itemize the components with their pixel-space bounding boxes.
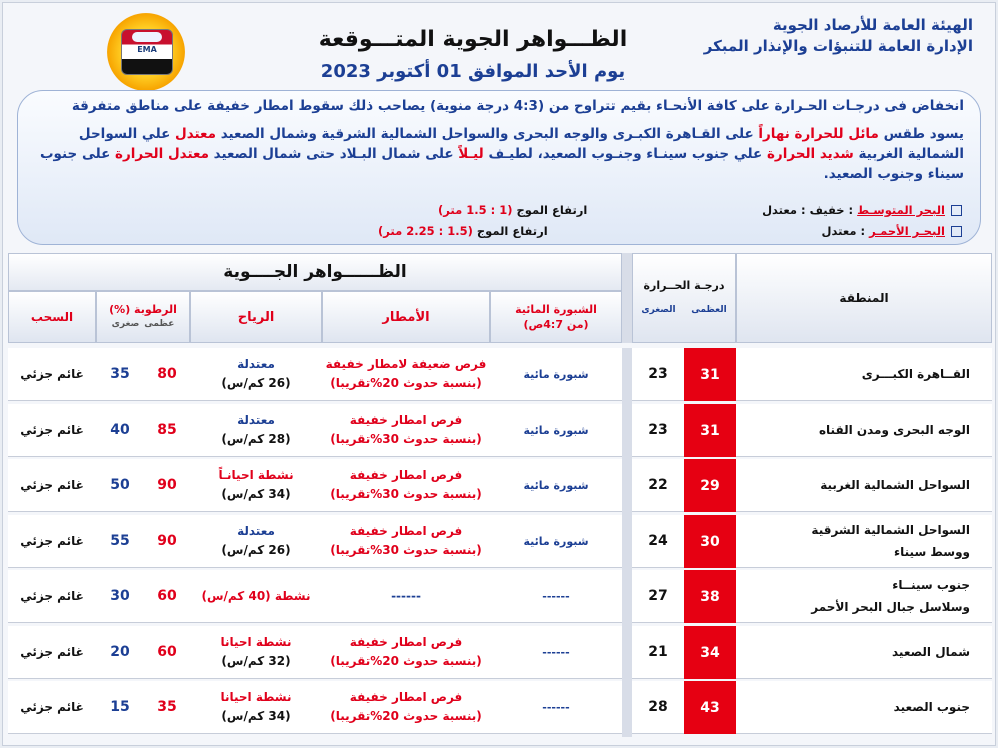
humidity-max-cell: 60 [144, 626, 190, 679]
humidity-max-cell: 80 [144, 348, 190, 401]
clouds-header: السحب [8, 291, 96, 343]
temp-min-cell: 28 [632, 681, 684, 734]
temp-max-cell: 29 [684, 459, 736, 512]
temp-min-cell: 23 [632, 348, 684, 401]
temp-max-cell: 34 [684, 626, 736, 679]
logo-text: EMA [137, 45, 157, 54]
sea-red-sea [822, 224, 962, 238]
column-divider [622, 459, 632, 515]
fog-cell: شبورة مائية [490, 404, 622, 457]
sea-state: : خفيف : معتدل [762, 203, 854, 217]
rain-cell: فرص امطار خفيفة (بنسبة حدوث 30%تقريبا) [322, 404, 490, 457]
temp-min-cell: 22 [632, 459, 684, 512]
forecast-date: يوم الأحد الموافق 01 أكتوبر 2023 [320, 61, 626, 82]
rain-cell: فرص امطار خفيفة (بنسبة حدوث 30%تقريبا) [322, 515, 490, 568]
wave-value: (1 : 1.5 متر) [438, 203, 513, 217]
ema-logo [107, 13, 185, 91]
clouds-cell: غائم جزئي [8, 348, 96, 401]
region-cell: جنوب سينــاء وسلاسل جبال البحر الأحمر [736, 570, 992, 623]
rain-cell: ------ [322, 570, 490, 623]
humidity-min-cell: 30 [96, 570, 144, 623]
fog-cell: ------ [490, 570, 622, 623]
region-cell: السواحل الشمالية الغربية [736, 459, 992, 512]
wind-cell: معتدلة (28 كم/س) [190, 404, 322, 457]
column-divider [622, 515, 632, 571]
para-text: على القـاهرة الكبـرى والوجه البحرى والسواحل الشمالية الشرقية وشمال الصعيد [216, 126, 759, 142]
sea-name: البحر المتوسـط [857, 203, 945, 217]
humidity-min-cell: 50 [96, 459, 144, 512]
summary-box [17, 90, 981, 245]
clouds-cell: غائم جزئي [8, 570, 96, 623]
temp-max-cell: 43 [684, 681, 736, 734]
wind-cell: معتدلة (26 كم/س) [190, 515, 322, 568]
region-cell: القــاهرة الكبـــرى [736, 348, 992, 401]
humidity-max-cell: 90 [144, 459, 190, 512]
phenomena-header: الظــــــواهر الجــــوية [8, 253, 622, 291]
fog-cell: شبورة مائية [490, 348, 622, 401]
humidity-max-cell: 90 [144, 515, 190, 568]
wind-header: الرياح [190, 291, 322, 343]
fog-cell: ------ [490, 681, 622, 734]
organization-name [704, 15, 973, 57]
clouds-cell: غائم جزئي [8, 626, 96, 679]
checkbox-icon [951, 226, 962, 237]
humidity-min-cell: 35 [96, 348, 144, 401]
sea-mediterranean [762, 203, 962, 217]
region-cell: الوجه البحرى ومدن القناه [736, 404, 992, 457]
para-highlight: معتدل [175, 126, 217, 142]
para-highlight: مائل للحرارة نهاراً [758, 126, 879, 142]
wave-label: ارتفاع الموج [516, 203, 588, 217]
para-highlight: معتدل الحرارة [115, 146, 209, 162]
para-highlight: شديد الحرارة [766, 146, 854, 162]
summary-paragraph [34, 124, 964, 184]
wind-cell: نشطة احيانا (34 كم/س) [190, 681, 322, 734]
fog-header: الشبورة المائية (من 4:7ص) [490, 291, 622, 343]
region-cell: السواحل الشمالية الشرقية ووسط سيناء [736, 515, 992, 568]
org-line-1: الهيئة العامة للأرصاد الجوية [772, 16, 973, 34]
temp-min-cell: 23 [632, 404, 684, 457]
temp-max-cell: 31 [684, 348, 736, 401]
rain-cell: فرص امطار خفيفة (بنسبة حدوث 30%تقريبا) [322, 459, 490, 512]
region-cell: جنوب الصعيد [736, 681, 992, 734]
page-title: الظـــواهر الجوية المتـــوقعة [318, 27, 628, 52]
temp-max-cell: 31 [684, 404, 736, 457]
sea-state: : معتدل [821, 224, 866, 238]
rain-header: الأمطار [322, 291, 490, 343]
humidity-min-cell: 15 [96, 681, 144, 734]
column-divider [622, 570, 632, 626]
fog-cell: ------ [490, 626, 622, 679]
para-text: يسود طقس [878, 126, 964, 142]
temp-max-cell: 30 [684, 515, 736, 568]
summary-headline: انخفاض فى درجـات الحـرارة على كافة الأنحـاء بقيم تتراوح من (4:3 درجة منوية) يصاحب ذلك سقوط امطار خفيفة على مناطق متفرقة [71, 98, 964, 114]
column-divider [622, 253, 632, 343]
para-text: علي جنوب سينـاء وجنـوب الصعيد، لطيـف [483, 146, 767, 162]
region-cell: شمال الصعيد [736, 626, 992, 679]
wave-height-red-sea [378, 224, 548, 238]
clouds-cell: غائم جزئي [8, 459, 96, 512]
checkbox-icon [951, 205, 962, 216]
temp-min-cell: 24 [632, 515, 684, 568]
region-header: المنطقة [736, 253, 992, 343]
para-text: على شمال البـلاد حتى شمال الصعيد [208, 146, 459, 162]
wind-cell: معتدلة (26 كم/س) [190, 348, 322, 401]
column-divider [622, 681, 632, 737]
column-divider [622, 404, 632, 460]
ema-flag-icon [121, 29, 173, 75]
rain-cell: فرص امطار خفيفة (بنسبة حدوث 20%تقريبا) [322, 681, 490, 734]
wind-cell: نشطة احيانا (32 كم/س) [190, 626, 322, 679]
cloud-icon [132, 32, 162, 42]
rain-cell: فرص ضعيفة لامطار خفيفة (بنسبة حدوث 20%تقريبا) [322, 348, 490, 401]
temperature-header: درجـة الحــرارة العظمى الصغرى [632, 253, 736, 343]
wave-height-mediterranean [438, 203, 587, 217]
humidity-min-cell: 20 [96, 626, 144, 679]
fog-cell: شبورة مائية [490, 459, 622, 512]
sea-name: البحـر الأحمـر [869, 224, 945, 238]
fog-cell: شبورة مائية [490, 515, 622, 568]
clouds-cell: غائم جزئي [8, 515, 96, 568]
temp-min-cell: 21 [632, 626, 684, 679]
wave-value: (1.5 : 2.25 متر) [378, 224, 473, 238]
clouds-cell: غائم جزئي [8, 404, 96, 457]
para-text: على جنوب سيناء وجنوب الصعيد. [39, 146, 964, 182]
para-text: علي السواحل الشمالية الغربية [78, 126, 964, 162]
rain-cell: فرص امطار خفيفة (بنسبة حدوث 20%تقريبا) [322, 626, 490, 679]
wind-cell: نشطة احيانـاً (34 كم/س) [190, 459, 322, 512]
humidity-min-cell: 40 [96, 404, 144, 457]
bulletin-frame [2, 2, 996, 746]
humidity-header: الرطوبة (%) عظمى صغرى [96, 291, 190, 343]
wave-label: ارتفاع الموج [476, 224, 548, 238]
humidity-max-cell: 85 [144, 404, 190, 457]
humidity-max-cell: 60 [144, 570, 190, 623]
wind-cell: نشطة (40 كم/س) [190, 570, 322, 623]
humidity-max-cell: 35 [144, 681, 190, 734]
column-divider [622, 626, 632, 682]
para-highlight: ليـلاً [458, 146, 484, 162]
org-line-2: الإدارة العامة للتنبؤات والإنذار المبكر [703, 37, 973, 55]
clouds-cell: غائم جزئي [8, 681, 96, 734]
forecast-table [8, 253, 992, 746]
humidity-min-cell: 55 [96, 515, 144, 568]
temp-min-cell: 27 [632, 570, 684, 623]
temp-max-cell: 38 [684, 570, 736, 623]
column-divider [622, 348, 632, 404]
